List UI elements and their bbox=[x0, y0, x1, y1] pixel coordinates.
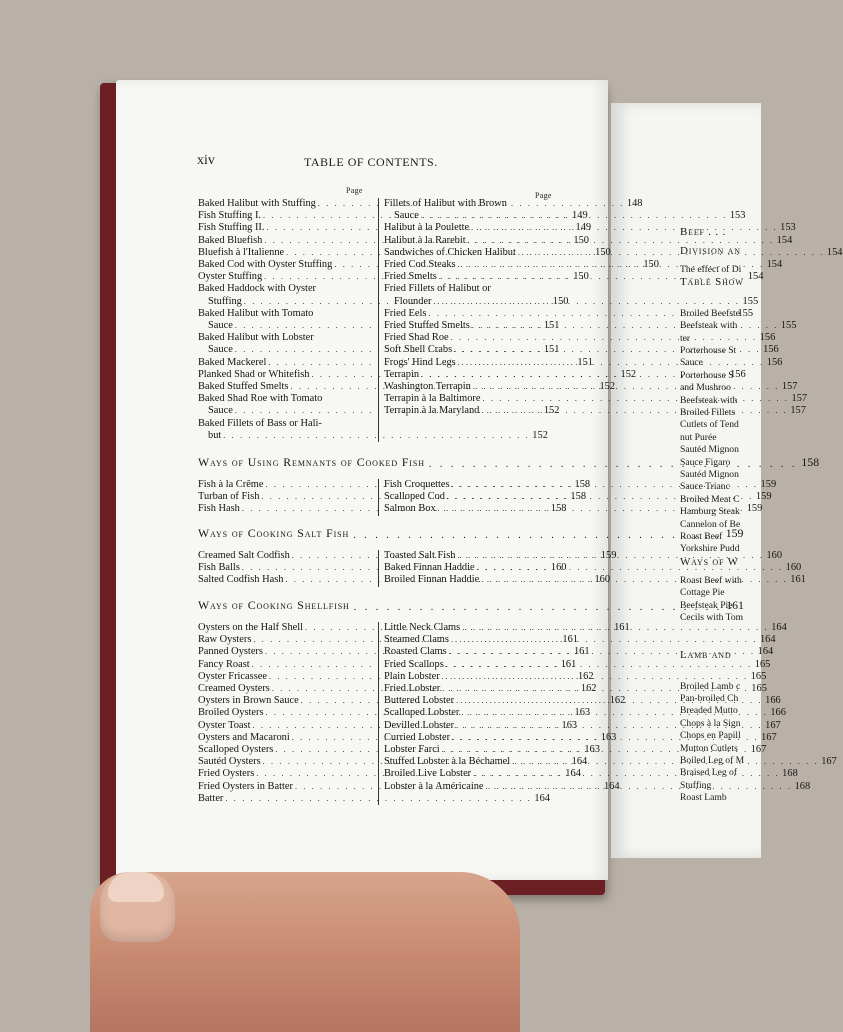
entry-title: Frogs' Hind Legs bbox=[384, 356, 456, 368]
right-page-line: Lamb and bbox=[680, 649, 732, 662]
entry-page: 164 bbox=[757, 646, 774, 658]
toc-entry bbox=[198, 792, 550, 805]
right-page-line: Division an bbox=[680, 245, 741, 257]
thumbnail bbox=[108, 872, 164, 902]
entry-title: but bbox=[208, 429, 222, 441]
right-page-line: Broiled Fillets bbox=[680, 407, 736, 418]
entry-page: 157 bbox=[781, 381, 798, 393]
entry-page: 157 bbox=[791, 393, 808, 405]
entry-page: 161 bbox=[573, 646, 590, 658]
right-page-line: Beefsteak with bbox=[680, 394, 738, 406]
entry-page: 165 bbox=[751, 683, 767, 695]
entry-title: Fried Oysters bbox=[198, 768, 255, 780]
entry-title: Fish Hash bbox=[198, 503, 240, 515]
entry-page: 164 bbox=[571, 756, 588, 768]
leader-dots bbox=[451, 634, 758, 646]
entry-title: Terrapin à la Baltimore bbox=[384, 393, 481, 405]
entry-page: 161 bbox=[560, 658, 577, 670]
leader-dots bbox=[486, 781, 793, 793]
entry-page: 160 bbox=[550, 562, 567, 574]
right-page-line: Broiled Meat C bbox=[680, 493, 740, 505]
entry-page: 163 bbox=[574, 707, 591, 719]
right-page-line: The effect of Di bbox=[680, 264, 742, 275]
section-page: 161 bbox=[726, 598, 744, 612]
entry-page: 168 bbox=[794, 780, 811, 792]
entry-title: Baked Halibut with Stuffing bbox=[198, 198, 316, 209]
right-page-line: Sauce bbox=[680, 357, 703, 369]
entry-title: Salmon Box bbox=[384, 503, 436, 515]
entry-page: 167 bbox=[765, 719, 781, 731]
toc-entry bbox=[384, 562, 802, 574]
entry-title: Creamed Oysters bbox=[198, 683, 270, 695]
entry-page: 156 bbox=[766, 356, 783, 368]
entry-page: 150 bbox=[573, 271, 589, 283]
right-page-line: ter bbox=[680, 332, 691, 344]
entry-title: Turban of Fish bbox=[198, 491, 260, 503]
entry-title: Devilled Lobster bbox=[384, 719, 455, 731]
entry-page: 151 bbox=[577, 356, 593, 368]
entry-page: 155 bbox=[742, 295, 759, 307]
leader-dots bbox=[471, 222, 778, 234]
section-page: 159 bbox=[725, 526, 744, 540]
entry-page: 151 bbox=[543, 320, 560, 332]
right-page-line: Sauce Trianc bbox=[680, 481, 730, 493]
entry-title: Terrapin bbox=[384, 368, 420, 380]
entry-title: Fancy Roast bbox=[198, 658, 250, 670]
entry-page: 168 bbox=[782, 768, 798, 780]
entry-page: 154 bbox=[776, 234, 793, 246]
entry-page: 158 bbox=[574, 479, 591, 490]
entry-title: Baked Halibut with Tomato bbox=[198, 307, 314, 319]
leader-dots bbox=[518, 247, 825, 259]
entry-page: 163 bbox=[584, 744, 600, 756]
entry-title: Stuffing bbox=[208, 295, 242, 307]
right-page-line: Cottage Pie bbox=[680, 587, 725, 599]
right-page-line: Sautéd Mignon bbox=[680, 444, 739, 456]
entry-title: Curried Lobster bbox=[384, 731, 451, 743]
entry-page: 164 bbox=[565, 768, 581, 780]
toc-entry bbox=[384, 295, 759, 308]
entry-title: Fish Stuffing I. bbox=[198, 210, 262, 222]
entry-title: Baked Mackerel bbox=[198, 356, 267, 368]
right-page-line: Breaded Mutto bbox=[680, 705, 738, 717]
entry-page: 161 bbox=[790, 574, 806, 586]
entry-page: 152 bbox=[620, 368, 637, 380]
entry-page: 167 bbox=[821, 756, 837, 768]
entry-title: Oyster Fricassee bbox=[198, 670, 267, 682]
toc-entry bbox=[384, 198, 562, 210]
entry-title: Fried Fillets of Halibut or bbox=[384, 283, 491, 295]
entry-page: 156 bbox=[763, 344, 779, 356]
entry-title: Baked Stuffed Smelts bbox=[198, 381, 289, 393]
entry-page: 166 bbox=[765, 695, 781, 707]
entry-title: Sauce bbox=[208, 320, 233, 332]
entry-title: Fish à la Crême bbox=[198, 479, 264, 490]
entry-title: Steamed Clams bbox=[384, 634, 449, 646]
right-page-line: Stuffing bbox=[680, 779, 712, 791]
entry-title: Sandwiches of Chicken Halibut bbox=[384, 246, 516, 258]
entry-page: 161 bbox=[614, 622, 630, 633]
entry-title: Baked Halibut with Lobster bbox=[198, 332, 314, 344]
entry-title: Oyster Toast bbox=[198, 719, 251, 731]
right-page-line: Chops à la Sign bbox=[680, 717, 741, 729]
entry-page: 166 bbox=[770, 707, 786, 719]
entry-page: 160 bbox=[785, 562, 802, 574]
entry-page: 157 bbox=[790, 405, 806, 417]
entry-title: Oyster Stuffing bbox=[198, 271, 263, 283]
page-column-label-right: Page bbox=[535, 191, 552, 200]
entry-title: Broiled Finnan Haddie bbox=[384, 574, 480, 586]
entry-title: Soft Shell Crabs bbox=[384, 344, 453, 356]
entry-title: Terrapin à la Maryland bbox=[384, 405, 480, 417]
entry-title: Flounder bbox=[394, 295, 432, 307]
right-page-line: Broiled Beefste bbox=[680, 307, 740, 319]
entry-page: 150 bbox=[643, 259, 659, 271]
entry-title: Fried Scallops bbox=[384, 658, 444, 670]
entry-title: Creamed Salt Codfish bbox=[198, 550, 290, 561]
entry-page: 159 bbox=[755, 491, 772, 503]
entry-title: Baked Shad Roe with Tomato bbox=[198, 393, 323, 405]
entry-page: 148 bbox=[626, 198, 643, 209]
right-page-line: Braised Leg of bbox=[680, 767, 738, 779]
toc-entry bbox=[198, 308, 376, 320]
entry-title: Fried Smelts bbox=[384, 271, 437, 283]
right-page-line: Beefsteak Pie bbox=[680, 599, 733, 611]
entry-title: Baked Fillets of Bass or Hali- bbox=[198, 417, 322, 429]
entry-title: Broiled Oysters bbox=[198, 707, 264, 719]
entry-page: 154 bbox=[747, 271, 764, 283]
right-page-line: Sauce Figaro bbox=[680, 456, 731, 468]
entry-page: 165 bbox=[754, 658, 771, 670]
entry-title: Plain Lobster bbox=[384, 670, 440, 682]
entry-page: 167 bbox=[761, 731, 777, 743]
toc-entry bbox=[198, 393, 376, 405]
entry-page: 159 bbox=[746, 503, 763, 515]
right-page-line: Porterhouse St bbox=[680, 345, 737, 356]
entry-title: Bluefish à l'Italienne bbox=[198, 246, 285, 258]
leader-dots bbox=[451, 332, 758, 344]
entry-page: 149 bbox=[572, 210, 588, 222]
entry-title: Fried Oysters in Batter bbox=[198, 780, 293, 792]
entry-page: 159 bbox=[760, 479, 777, 490]
entry-title: Planked Shad or Whitefish bbox=[198, 368, 310, 380]
right-page-line: nut Purée bbox=[680, 431, 717, 443]
right-page-line: Roast Lamb bbox=[680, 792, 727, 804]
right-page-line: Porterhouse S bbox=[680, 369, 734, 381]
entry-title: Oysters and Macaroni bbox=[198, 731, 290, 743]
leader-dots bbox=[353, 530, 722, 541]
entry-title: Fish Stuffing II. bbox=[198, 222, 265, 234]
entry-title: Roasted Clams bbox=[384, 646, 447, 658]
entry-title: Fried Shad Roe bbox=[384, 332, 449, 344]
entry-title: Sauce bbox=[394, 210, 419, 222]
entry-title: Fillets of Halibut with Brown bbox=[384, 198, 507, 209]
entry-page: 162 bbox=[577, 670, 594, 682]
entry-page: 154 bbox=[766, 259, 783, 271]
entry-page: 156 bbox=[730, 368, 746, 380]
right-page-line: Cannelon of Be bbox=[680, 518, 741, 530]
right-page-line: Table Show bbox=[680, 276, 744, 289]
entry-title: Lobster Farci bbox=[384, 744, 440, 756]
entry-title: Panned Oysters bbox=[198, 646, 263, 658]
entry-title: Fish Balls bbox=[198, 562, 240, 574]
entry-page: 159 bbox=[600, 550, 617, 561]
entry-title: Fried Lobster bbox=[384, 683, 441, 695]
leader-dots bbox=[481, 405, 788, 417]
toc-entry bbox=[198, 283, 376, 295]
right-page-line: Broiled Lamb c bbox=[680, 680, 741, 692]
leader-dots bbox=[473, 381, 780, 393]
entry-title: Buttered Lobster bbox=[384, 695, 455, 707]
leader-dots bbox=[429, 456, 798, 470]
toc-entry bbox=[384, 283, 562, 295]
entry-page: 162 bbox=[580, 683, 597, 695]
entry-page: 158 bbox=[550, 503, 567, 515]
right-page-line: and Mushroo bbox=[680, 382, 731, 394]
entry-title: Fried Eels bbox=[384, 307, 427, 319]
entry-page: 163 bbox=[600, 731, 617, 743]
toc-entry bbox=[198, 429, 548, 442]
entry-title: Halibut à la Poulette bbox=[384, 222, 470, 234]
right-page-line: Hamburg Steak bbox=[680, 506, 740, 518]
entry-page: 156 bbox=[759, 332, 776, 344]
section-title: Ways of Cooking Salt Fish bbox=[198, 526, 350, 540]
entry-page: 153 bbox=[729, 210, 746, 222]
page-title: TABLE OF CONTENTS. bbox=[304, 155, 438, 169]
right-page-line: Sautéd Mignon bbox=[680, 469, 739, 480]
entry-title: Sautéd Oysters bbox=[198, 756, 261, 768]
entry-page: 160 bbox=[766, 550, 783, 561]
right-page-line: Cecils with Tom bbox=[680, 612, 744, 623]
entry-title: Baked Cod with Oyster Stuffing bbox=[198, 259, 333, 271]
section-title: Ways of Cooking Shellfish bbox=[198, 598, 350, 612]
section-title: Ways of Using Remnants of Cooked Fish bbox=[198, 455, 425, 469]
entry-page: 152 bbox=[532, 429, 548, 441]
entry-page: 164 bbox=[771, 622, 787, 633]
leader-dots bbox=[354, 602, 723, 613]
right-page-line: Pan-broiled Ch bbox=[680, 693, 739, 704]
entry-page: 155 bbox=[780, 320, 797, 332]
entry-page: 152 bbox=[543, 405, 560, 417]
entry-title: Raw Oysters bbox=[198, 634, 252, 646]
entry-title: Scalloped Oysters bbox=[198, 744, 274, 756]
toc-entry bbox=[198, 332, 376, 344]
toc-entry bbox=[198, 418, 376, 430]
page-column-label-left: Page bbox=[346, 186, 363, 195]
entry-title: Fish Croquettes bbox=[384, 479, 450, 490]
right-page-line: Cutlets of Tend bbox=[680, 419, 739, 431]
entry-page: 164 bbox=[759, 634, 776, 646]
entry-page: 167 bbox=[750, 744, 767, 756]
right-page-line: Mutton Cutlets bbox=[680, 742, 738, 754]
leader-dots bbox=[421, 210, 728, 222]
leader-dots bbox=[512, 756, 819, 768]
entry-page: 161 bbox=[562, 634, 578, 646]
entry-title: Scalloped Cod bbox=[384, 491, 445, 503]
leader-dots bbox=[434, 296, 741, 308]
page-number: xiv bbox=[197, 153, 215, 168]
entry-title: Washington Terrapin bbox=[384, 381, 471, 393]
entry-title: Oysters in Brown Sauce bbox=[198, 695, 299, 707]
entry-title: Batter bbox=[198, 792, 224, 804]
entry-page: 149 bbox=[575, 222, 592, 234]
entry-title: Toasted Salt Fish bbox=[384, 550, 456, 561]
right-page-line: Beefsteak with bbox=[680, 320, 738, 332]
entry-title: Halibut à la Rarebit bbox=[384, 234, 466, 246]
entry-title: Broiled Live Lobster bbox=[384, 768, 472, 780]
entry-page: 163 bbox=[561, 719, 578, 731]
entry-page: 154 bbox=[826, 246, 843, 258]
entry-page: 153 bbox=[780, 222, 796, 234]
entry-title: Lobster à la Américaine bbox=[384, 780, 484, 792]
entry-page: 164 bbox=[603, 780, 620, 792]
entry-title: Stuffed Lobster à la Béchamel bbox=[384, 756, 511, 768]
entry-title: Fried Stuffed Smelts bbox=[384, 320, 470, 332]
right-page-line: Roast Beef with bbox=[680, 574, 742, 586]
leader-dots bbox=[483, 393, 790, 405]
right-page-line: Ways of W bbox=[680, 555, 739, 568]
entry-title: Salted Codfish Hash bbox=[198, 574, 284, 586]
entry-page: 162 bbox=[609, 695, 626, 707]
entry-title: Scalloped Lobster bbox=[384, 707, 460, 719]
entry-page: 164 bbox=[534, 792, 550, 804]
entry-page: 160 bbox=[594, 574, 611, 586]
entry-title: Oysters on the Half Shell bbox=[198, 622, 304, 633]
right-page-line: Yorkshire Pudd bbox=[680, 543, 740, 555]
entry-page: 165 bbox=[750, 670, 767, 682]
entry-title: Little Neck Clams bbox=[384, 622, 461, 633]
entry-title: Sauce bbox=[208, 405, 233, 417]
entry-title: Baked Haddock with Oyster bbox=[198, 283, 317, 295]
entry-page: 152 bbox=[599, 381, 616, 393]
entry-title: Baked Finnan Haddie bbox=[384, 562, 475, 574]
right-page-line: Boiled Leg of M bbox=[680, 755, 745, 766]
entry-page: 150 bbox=[573, 234, 589, 246]
section-page: 158 bbox=[801, 455, 820, 469]
entry-page: 155 bbox=[737, 307, 754, 319]
entry-page: 158 bbox=[570, 491, 587, 503]
entry-page: 150 bbox=[552, 295, 569, 307]
entry-title: Sauce bbox=[208, 344, 233, 356]
right-page-line: Beef . . . bbox=[680, 226, 727, 238]
entry-page: 151 bbox=[543, 344, 560, 356]
leader-dots bbox=[458, 357, 765, 369]
entry-title: Baked Bluefish bbox=[198, 234, 263, 246]
right-page-line: Roast Beef bbox=[680, 531, 723, 542]
entry-title: Fried Cod Steaks bbox=[384, 259, 456, 271]
entry-page: 150 bbox=[595, 246, 611, 258]
right-page-line: Chops en Papill bbox=[680, 730, 741, 742]
